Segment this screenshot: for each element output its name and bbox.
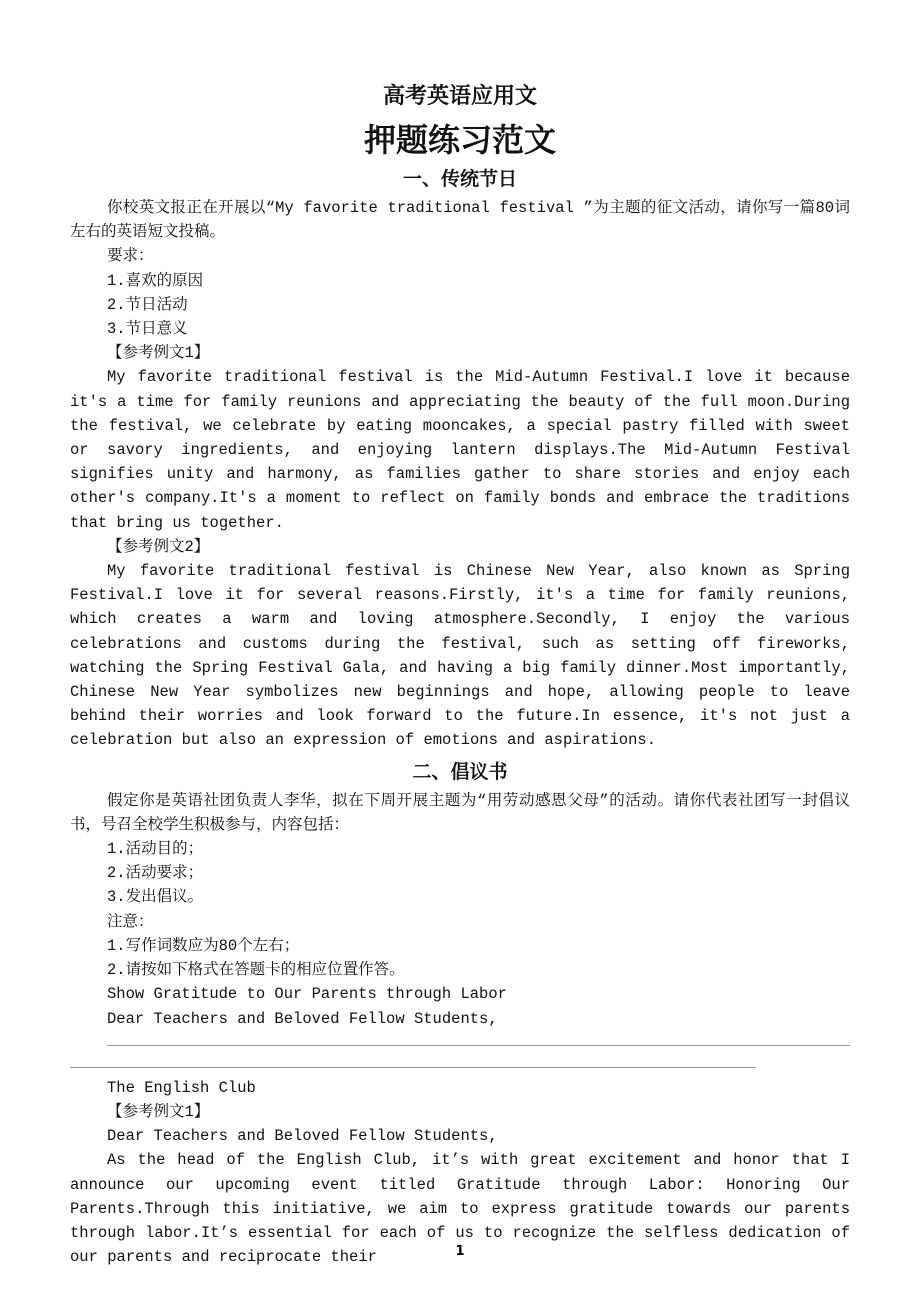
requirement-item: 1.喜欢的原因 xyxy=(107,271,204,290)
answer-line xyxy=(107,1045,850,1046)
content-item: 3.发出倡议。 xyxy=(107,888,204,907)
format-greeting: Dear Teachers and Beloved Fellow Students, xyxy=(107,1009,498,1028)
document-title: 高考英语应用文 xyxy=(382,84,537,109)
requirement-item: 3.节日意义 xyxy=(107,320,188,339)
requirements-label: 要求： xyxy=(107,247,154,266)
note-item: 1.写作词数应为80个左右； xyxy=(107,936,300,955)
sample-label: 【参考例文1】 xyxy=(107,344,210,363)
sample-essay-text: My favorite traditional festival is Chinese New Year, also known as Spring Festival.I love it for several reasons.Firstly, it's a time for family reunions, which creates a warm and loving atmosphere.Secondly, I enjoy the various celebrations and customs during the festival, such as setting off fireworks, watching the Spring Festival Gala, and having a big family dinner.Most importantly, Chinese New Year symbolizes new beginnings and hope, allowing people to leave behind their worries and look forward to the future.In essence, it's not just a celebration but also an expression of emotions and aspirations. xyxy=(70,562,850,750)
sample-essay-text: As the head of the English Club, it’s with great excitement and honor that I announce our upcoming event titled Gratitude through Labor: Honoring Our Parents.Through this initiative, we aim to express gratitude towards our parents through labor.It’s essential for each of us to recognize the selfless dedication of our parents and reciprocate their xyxy=(70,1151,850,1267)
requirement-item: 2.节日活动 xyxy=(107,295,188,314)
proposal-prompt: 假定你是英语社团负责人李华，拟在下周开展主题为“用劳动感恩父母”的活动。请你代表社团写一封倡议书，号召全校学生积极参与，内容包括： xyxy=(70,791,850,834)
note-item: 2.请按如下格式在答题卡的相应位置作答。 xyxy=(107,961,405,980)
sample-label: 【参考例文2】 xyxy=(107,537,210,556)
section-heading-festival: 一、传统节日 xyxy=(402,168,517,190)
format-signature: The English Club xyxy=(107,1078,256,1097)
section-heading-proposal: 二、倡议书 xyxy=(412,760,508,783)
notes-label: 注意： xyxy=(107,912,154,931)
festival-prompt: 你校英文报正在开展以“My favorite traditional festival ”为主题的征文活动，请你写一篇80词左右的英语短文投稿。 xyxy=(70,199,850,242)
sample-label: 【参考例文1】 xyxy=(107,1102,210,1121)
page-number: 1 xyxy=(455,1244,465,1259)
answer-line xyxy=(70,1067,756,1068)
document-subtitle: 押题练习范文 xyxy=(363,121,556,159)
content-item: 1.活动目的； xyxy=(107,840,204,859)
sample-greeting: Dear Teachers and Beloved Fellow Students, xyxy=(107,1127,498,1146)
content-item: 2.活动要求； xyxy=(107,864,204,883)
sample-essay-text: My favorite traditional festival is the Mid-Autumn Festival.I love it because it's a time for family reunions and appreciating the beauty of the full moon.During the festival, we celebrate by eating mooncakes, a special pastry filled with sweet or savory ingredients, and enjoying lantern displays.The Mid-Autumn Festival signifies unity and harmony, as families gather to share stories and enjoy each other's company.It's a moment to reflect on family bonds and embrace the traditions that bring us together. xyxy=(70,368,850,532)
format-title: Show Gratitude to Our Parents through Labor xyxy=(107,985,507,1004)
